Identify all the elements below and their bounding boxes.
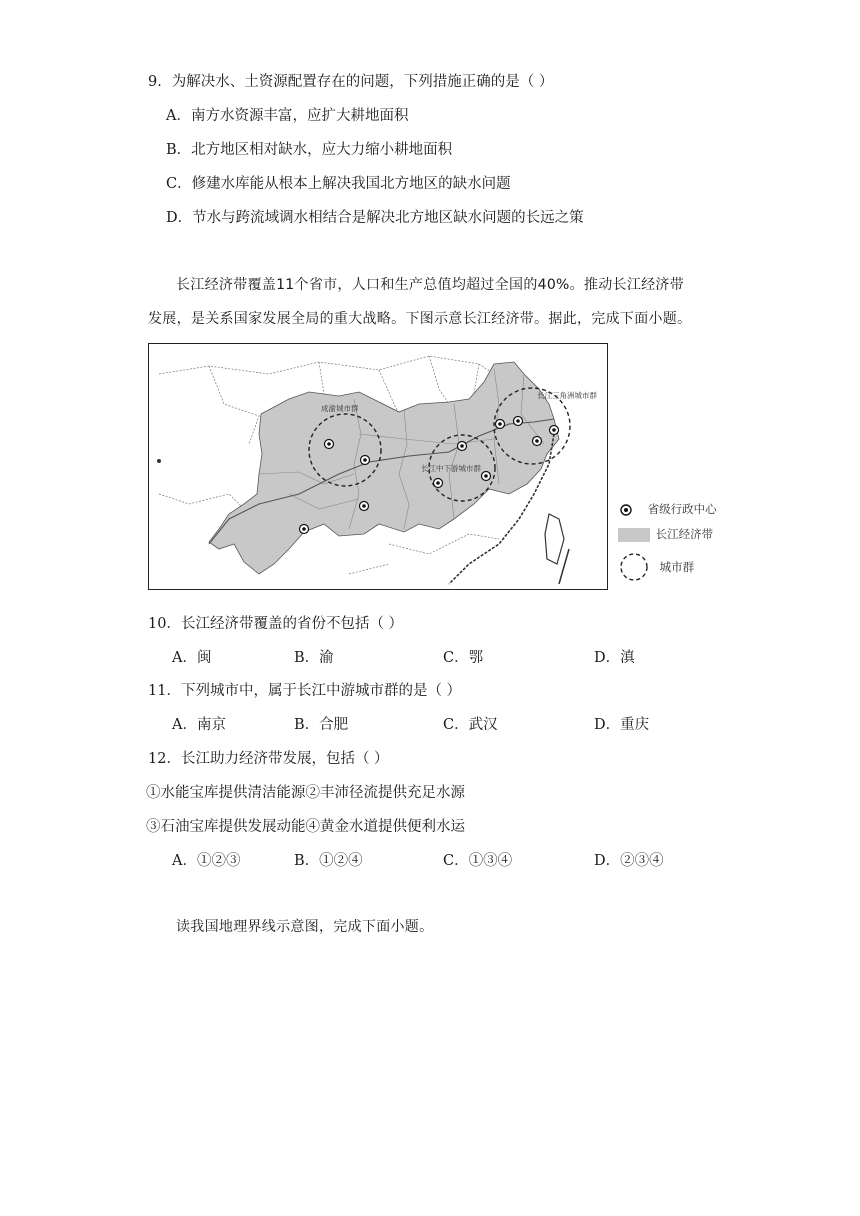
q12-stem: 12．长江助力经济带发展，包括（ ） [148, 751, 389, 767]
belt-swatch-icon [618, 528, 650, 542]
q12-option-c: C．①③④ [443, 853, 513, 869]
q9-stem: 9．为解决水、土资源配置存在的问题，下列措施正确的是（ ） [148, 74, 554, 90]
q10-option-b: B．渝 [294, 650, 334, 666]
passage1-line2: 发展，是关系国家发展全局的重大战略。下图示意长江经济带。据此，完成下面小题。 [148, 311, 692, 327]
q12-items-1: ①水能宝库提供清洁能源②丰沛径流提供充足水源 [146, 785, 465, 801]
label-zhongyou: 长江中下游城市群 [421, 464, 481, 473]
q9-option-d: D．节水与跨流域调水相结合是解决北方地区缺水问题的长远之策 [166, 210, 584, 226]
q12-option-d: D．②③④ [594, 853, 664, 869]
passage1-line1: 长江经济带覆盖11个省市，人口和生产总值均超过全国的40%。推动长江经济带 [176, 277, 685, 293]
q12-option-a: A．①②③ [172, 853, 241, 869]
q9-option-b: B．北方地区相对缺水，应大力缩小耕地面积 [166, 142, 453, 158]
legend-cluster: 城市群 [618, 552, 694, 582]
label-sanjiaozhou: 长江三角洲城市群 [537, 391, 597, 400]
label-chengyu: 成渝城市群 [321, 404, 359, 413]
q10-option-c: C．鄂 [443, 650, 484, 666]
q10-option-a: A．闽 [172, 650, 212, 666]
legend-capital: 省级行政中心 [618, 501, 717, 518]
q9-option-a: A．南方水资源丰富，应扩大耕地面积 [166, 108, 409, 124]
q12-items-2: ③石油宝库提供发展动能④黄金水道提供便利水运 [146, 819, 465, 835]
q9-option-c: C．修建水库能从根本上解决我国北方地区的缺水问题 [166, 176, 511, 192]
q11-stem: 11．下列城市中，属于长江中游城市群的是（ ） [148, 683, 462, 699]
q11-option-c: C．武汉 [443, 717, 498, 733]
q10-option-d: D．滇 [594, 650, 635, 666]
q11-option-d: D．重庆 [594, 717, 650, 733]
dashed-circle-icon [618, 552, 650, 582]
yangtze-economic-belt-map [148, 343, 608, 590]
economic-belt-area [209, 362, 559, 574]
q12-option-b: B．①②④ [294, 853, 363, 869]
capital-icon [618, 502, 634, 518]
legend-belt: 长江经济带 [618, 526, 713, 542]
passage2: 读我国地理界线示意图，完成下面小题。 [176, 919, 434, 935]
q10-stem: 10．长江经济带覆盖的省份不包括（ ） [148, 616, 404, 632]
q11-option-b: B．合肥 [294, 717, 349, 733]
q11-option-a: A．南京 [172, 717, 226, 733]
